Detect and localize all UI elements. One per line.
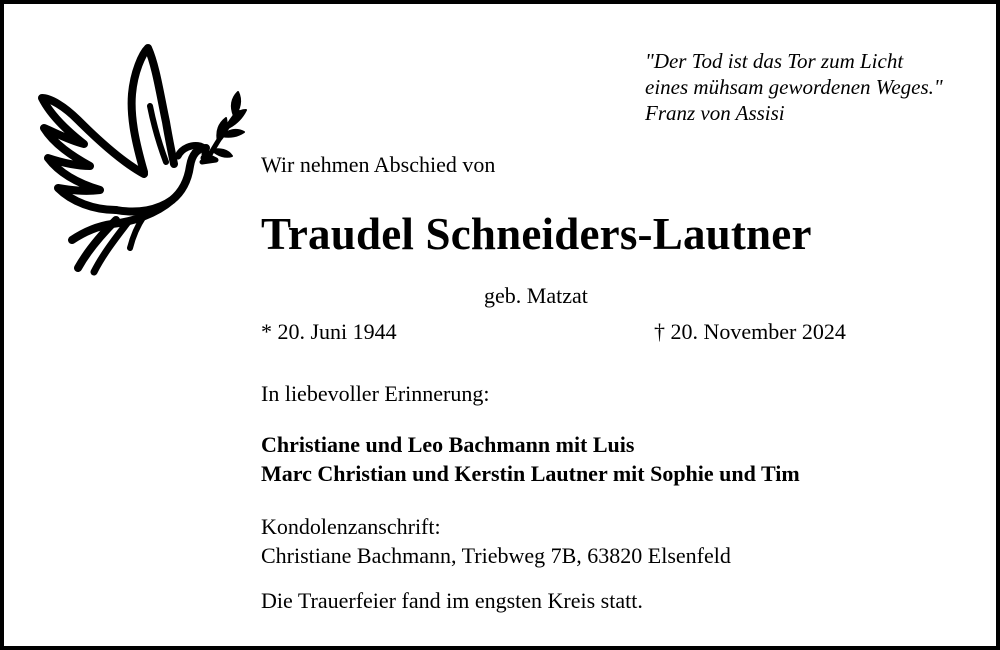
quote-author: Franz von Assisi [645,101,785,125]
intro-text: Wir nehmen Abschied von [261,152,496,177]
mourner-line: Christiane und Leo Bachmann mit Luis [261,432,635,457]
birth-date: * 20. Juni 1944 [261,319,397,344]
dove-with-olive-branch-icon [32,44,254,276]
ceremony-note: Die Trauerfeier fand im engsten Kreis statt. [261,588,643,613]
memory-heading: In liebevoller Erinnerung: [261,381,490,406]
mourners-list [261,430,800,488]
mourner-line: Marc Christian und Kerstin Lautner mit Sophie und Tim [261,461,800,486]
condolence-address-line: Christiane Bachmann, Triebweg 7B, 63820 Elsenfeld [261,543,731,568]
condolence-label: Kondolenzanschrift: [261,514,441,539]
quote-line: "Der Tod ist das Tor zum Licht [645,49,904,73]
deceased-name: Traudel Schneiders-Lautner [261,209,812,259]
quote [645,48,943,126]
birth-name: geb. Matzat [484,283,588,308]
death-date: † 20. November 2024 [654,319,846,344]
quote-line: eines mühsam gewordenen Weges." [645,75,943,99]
condolence-address [261,512,731,570]
